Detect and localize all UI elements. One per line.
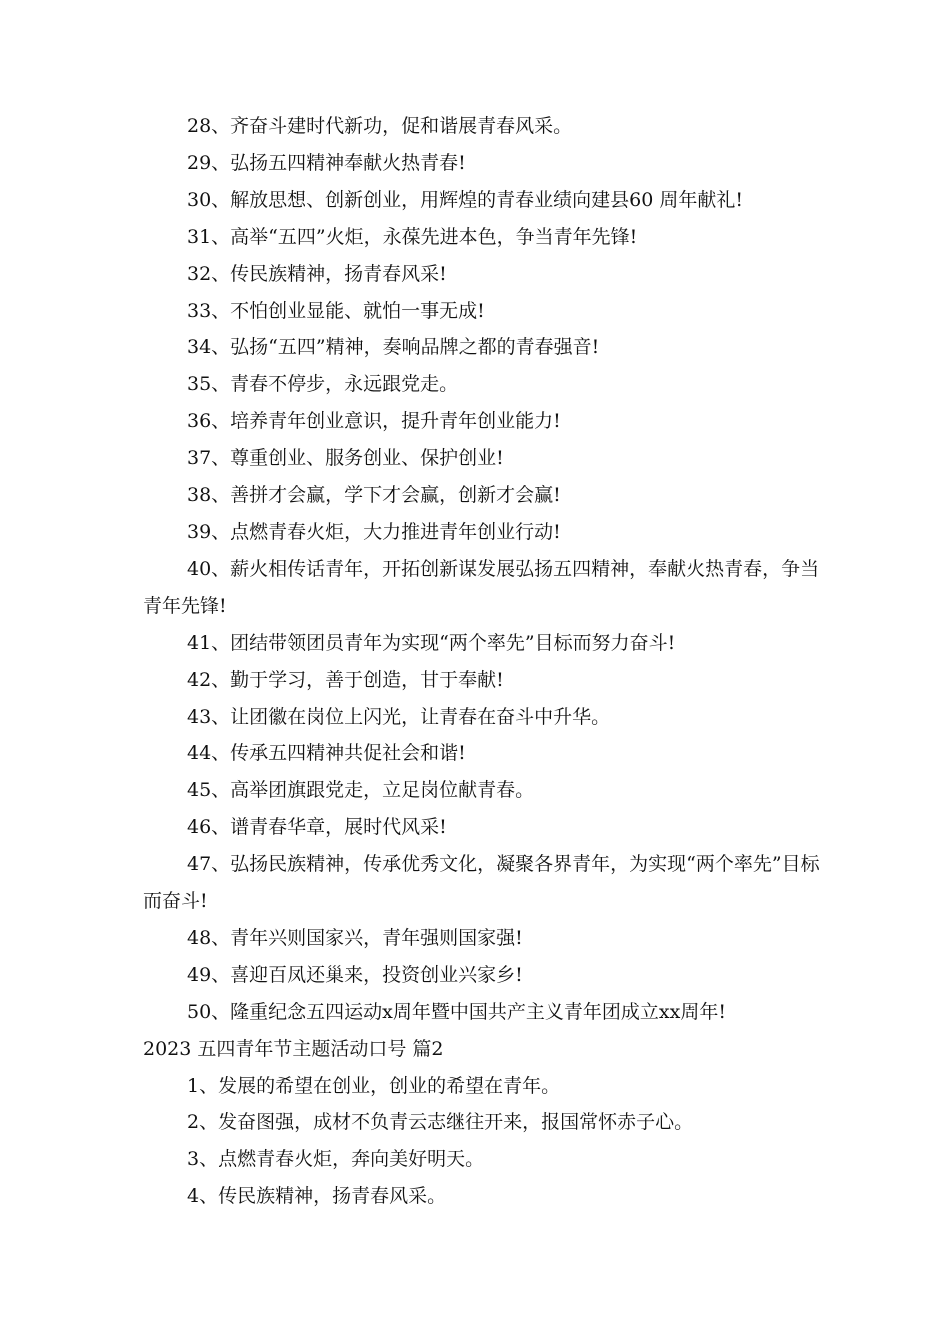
slogan-item: 31、高举“五四”火炬，永葆先进本色，争当青年先锋! (187, 225, 638, 248)
slogan-item: 28、齐奋斗建时代新功，促和谐展青春风采。 (187, 115, 573, 137)
slogan-item: 44、传承五四精神共促社会和谐! (187, 742, 466, 765)
slogan-item: 29、弘扬五四精神奉献火热青春! (187, 151, 466, 174)
slogan-item: 33、不怕创业显能、就怕一事无成! (187, 299, 485, 322)
slogan-item: 41、团结带领团员青年为实现“两个率先”目标而努力奋斗! (187, 631, 676, 654)
slogan-item: 35、青春不停步，永远跟党走。 (187, 373, 459, 396)
slogan-item: 39、点燃青春火炬，大力推进青年创业行动! (187, 520, 561, 543)
slogan-item: 36、培养青年创业意识，提升青年创业能力! (187, 410, 561, 433)
slogan-item: 1、发展的希望在创业，创业的希望在青年。 (187, 1074, 561, 1097)
section-heading: 2023 五四青年节主题活动口号 篇2 (143, 1037, 444, 1060)
slogan-item: 38、善拼才会赢，学下才会赢，创新才会赢! (187, 484, 561, 507)
slogan-item: 50、隆重纪念五四运动x周年暨中国共产主义青年团成立xx周年! (187, 1000, 726, 1023)
slogan-item: 45、高举团旗跟党走，立足岗位献青春。 (187, 779, 535, 802)
slogan-item: 3、点燃青春火炬，奔向美好明天。 (187, 1148, 485, 1171)
document-body (143, 108, 823, 1215)
slogan-item: 48、青年兴则国家兴，青年强则国家强! (187, 926, 523, 949)
slogan-item: 34、弘扬“五四”精神，奏响品牌之都的青春强音! (187, 336, 600, 359)
slogan-item: 4、传民族精神，扬青春风采。 (187, 1185, 447, 1208)
slogan-item: 49、喜迎百凤还巢来，投资创业兴家乡! (187, 963, 523, 986)
slogan-item: 32、传民族精神，扬青春风采! (187, 262, 447, 285)
slogan-item: 46、谱青春华章，展时代风采! (187, 816, 447, 839)
slogan-item: 47、弘扬民族精神，传承优秀文化，凝聚各界青年，为实现“两个率先”目标而奋斗! (143, 853, 820, 913)
slogan-item: 40、薪火相传话青年，开拓创新谋发展弘扬五四精神，奉献火热青春，争当青年先锋! (143, 557, 820, 617)
slogan-item: 43、让团徽在岗位上闪光，让青春在奋斗中升华。 (187, 705, 611, 728)
slogan-item: 37、尊重创业、服务创业、保护创业! (187, 447, 504, 470)
slogan-item: 2、发奋图强，成材不负青云志继往开来，报国常怀赤子心。 (187, 1111, 694, 1134)
slogan-item: 42、勤于学习，善于创造，甘于奉献! (187, 668, 504, 691)
slogan-item: 30、解放思想、创新创业，用辉煌的青春业绩向建县60 周年献礼! (187, 188, 744, 211)
